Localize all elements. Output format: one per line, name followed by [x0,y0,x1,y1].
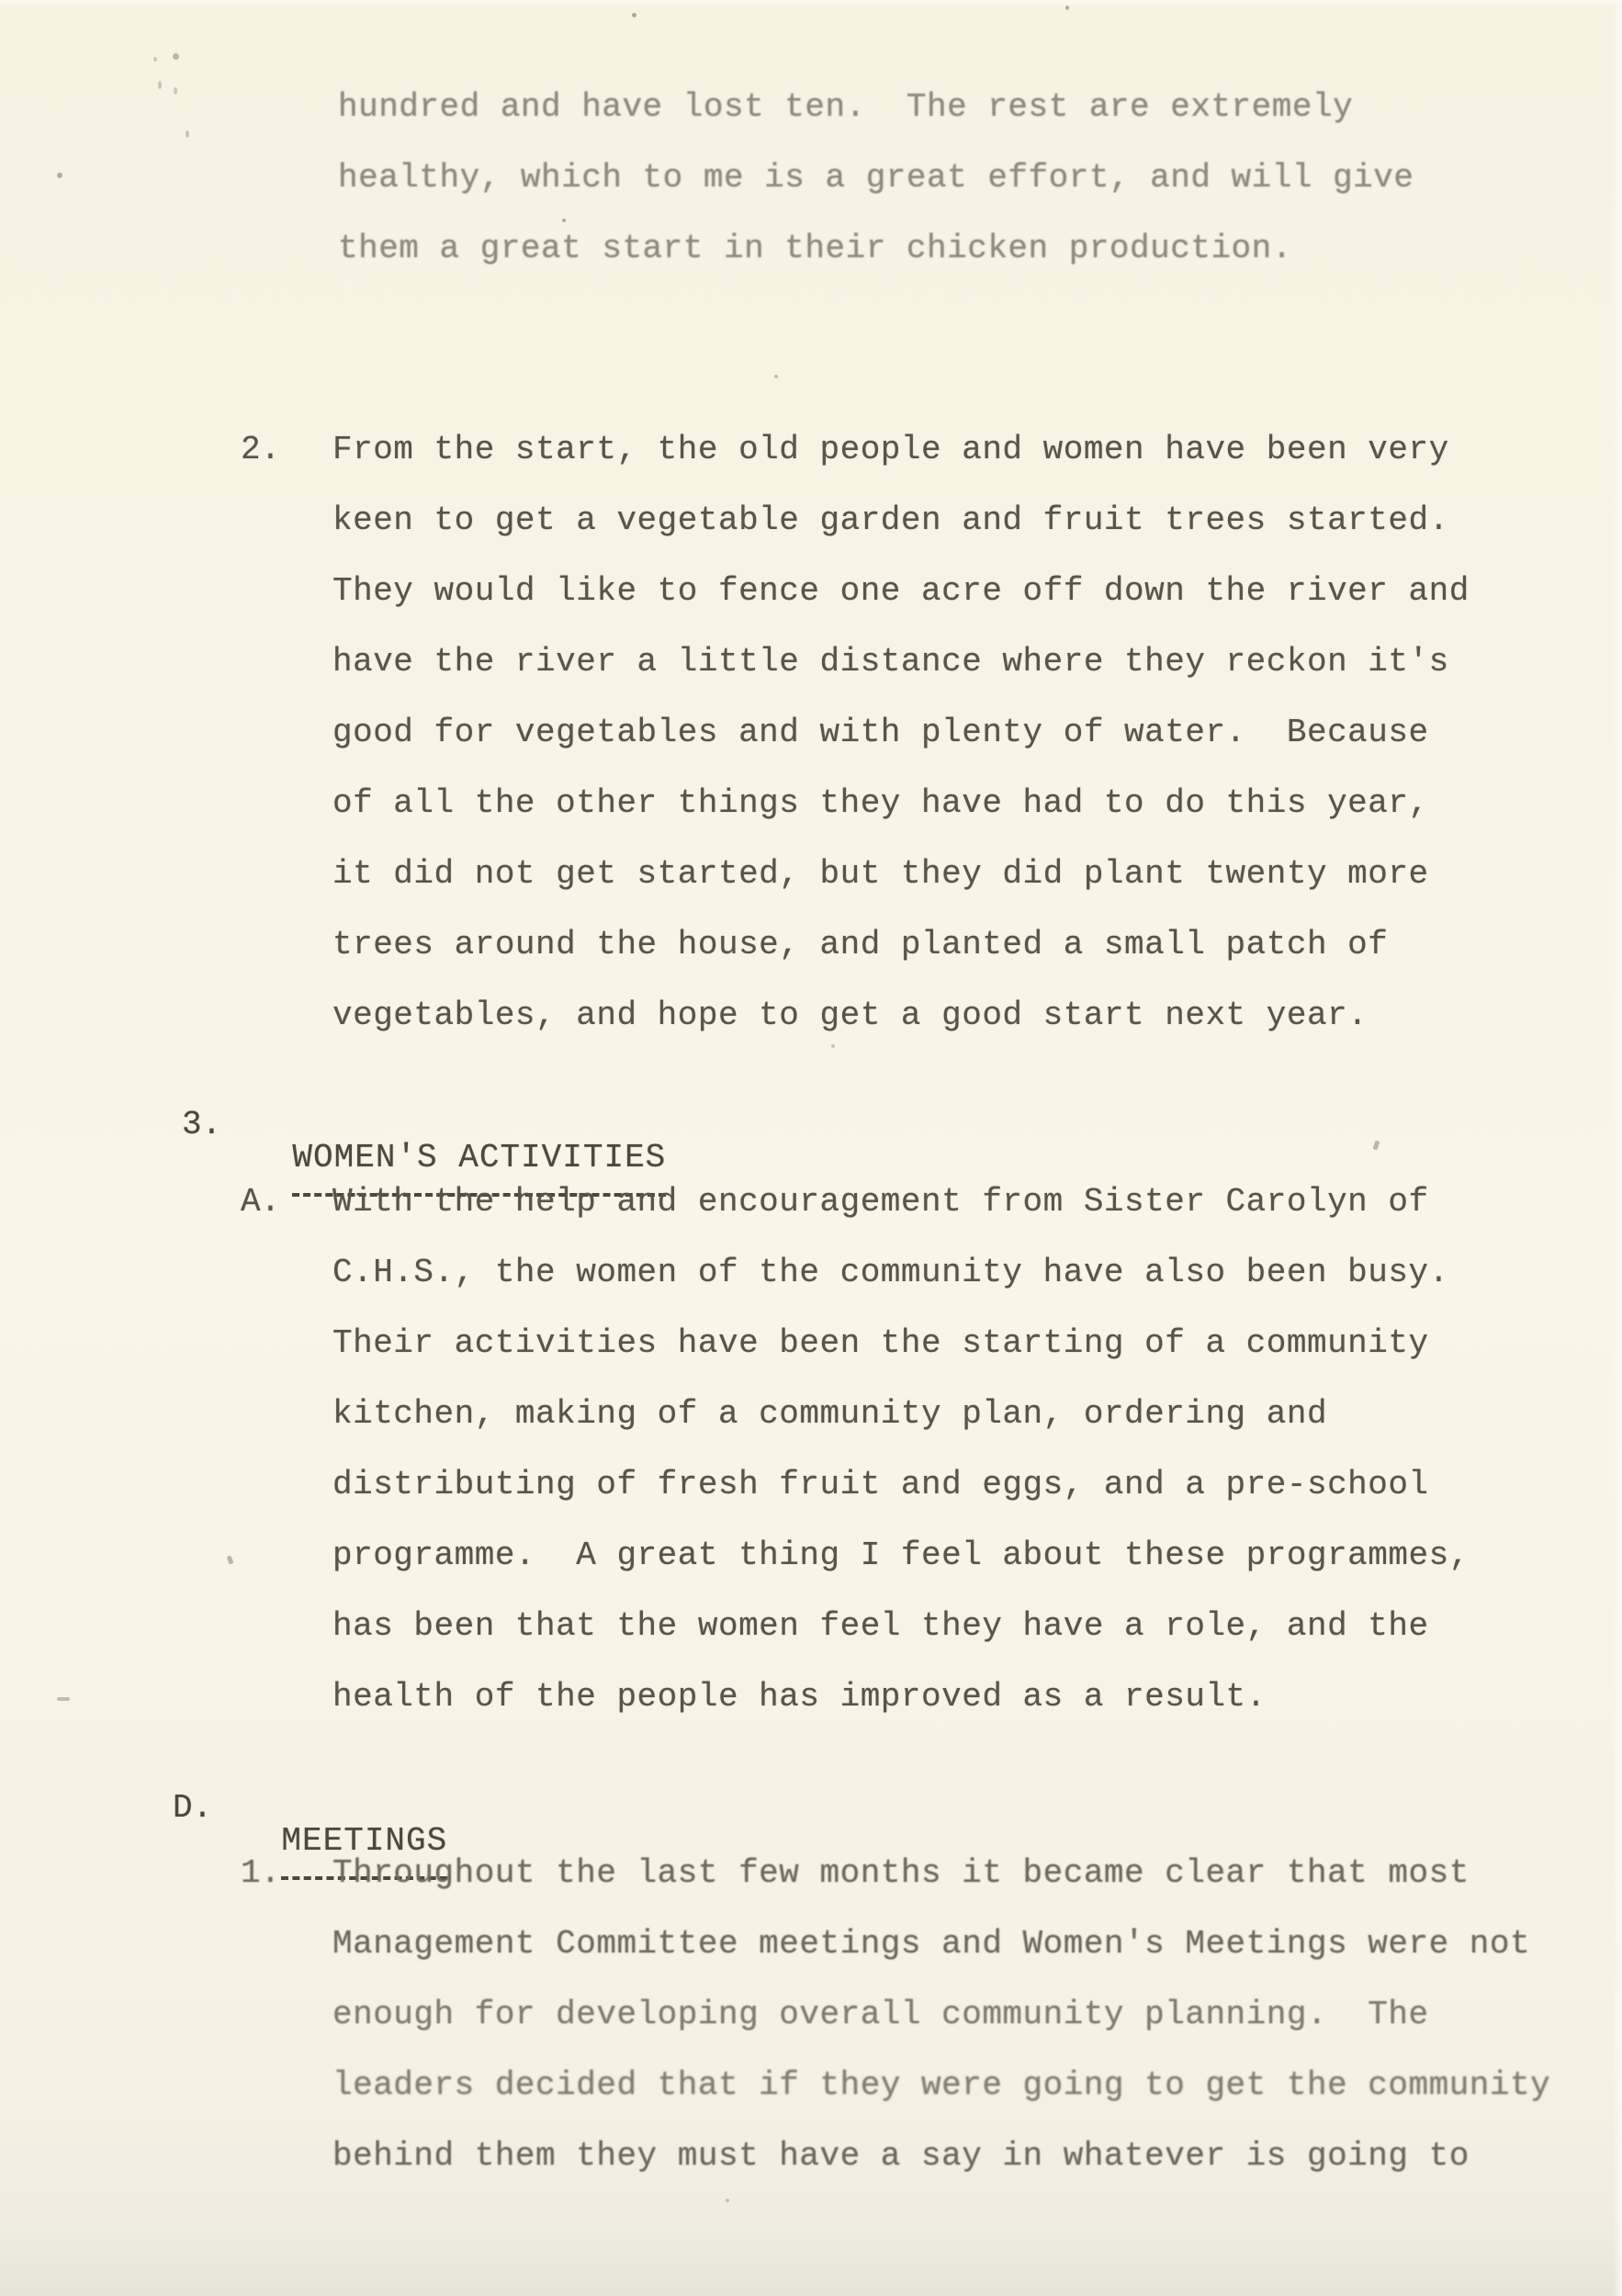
list-item-a-womens-activities [241,1166,1470,1732]
paragraph-line: leaders decided that if they were going to get the community [332,2066,1551,2104]
paragraph-line: trees around the house, and planted a small patch of [332,926,1389,963]
scan-speck [186,130,189,138]
list-item-2-vegetable-garden [241,414,1470,1051]
paragraph-line: They would like to fence one acre off down the river and [332,572,1470,610]
scan-speck [774,375,778,378]
scan-speck [174,87,177,95]
paragraph-line: have the river a little distance where they reckon it's [332,643,1449,681]
list-item-number: 1. [241,1854,281,1892]
paragraph-line: behind them they must have a say in whatever is going to [332,2137,1470,2175]
paragraph-line: vegetables, and hope to get a good start next year. [332,996,1369,1034]
paragraph-line: health of the people has improved as a result. [332,1678,1267,1716]
section-number: 3. [182,1106,222,1143]
scan-speck [153,57,157,62]
section-letter: D. [173,1789,213,1827]
list-item-number: 2. [241,431,281,468]
scan-speck [1065,6,1069,10]
scan-speck [57,1697,70,1701]
paragraph-chicken-production [338,72,1414,284]
scan-speck [1373,1140,1380,1150]
scan-speck [227,1555,234,1564]
list-item-1-meetings [241,1838,1550,2191]
scan-speck [173,53,179,60]
scan-speck [632,13,636,17]
scan-speck [726,2199,729,2202]
paragraph-line: C.H.S., the women of the community have also been busy. [332,1254,1449,1291]
paragraph-line: kitchen, making of a community plan, ordering and [332,1395,1328,1433]
section-title: WOMEN'S ACTIVITIES [292,1122,666,1197]
section-title: MEETINGS [281,1806,447,1880]
paragraph-line: Their activities have been the starting of a community [332,1324,1429,1362]
paragraph-line: Throughout the last few months it became clear that most [332,1854,1470,1892]
paragraph-line: good for vegetables and with plenty of water. Because [332,714,1429,751]
list-item-letter: A. [241,1183,281,1221]
scan-speck [57,173,62,178]
paragraph-line: From the start, the old people and women have been very [332,431,1449,468]
paragraph-line: hundred and have lost ten. The rest are extremely [338,88,1354,126]
paragraph-line: them a great start in their chicken production. [338,230,1292,267]
paragraph-line: With the help and encouragement from Sister Carolyn of [332,1183,1429,1221]
paragraph-line: it did not get started, but they did plant twenty more [332,855,1429,893]
paragraph-line: enough for developing overall community planning. The [332,1996,1429,2033]
paragraph-line: distributing of fresh fruit and eggs, and a pre-school [332,1466,1429,1503]
scan-speck [158,81,162,89]
paragraph-line: has been that the women feel they have a role, and the [332,1607,1429,1645]
paragraph-line: Management Committee meetings and Women's Meetings were not [332,1925,1531,1963]
paragraph-line: keen to get a vegetable garden and fruit trees started. [332,501,1449,539]
paragraph-line: of all the other things they have had to do this year, [332,784,1429,822]
paragraph-line: healthy, which to me is a great effort, and will give [338,159,1414,197]
paragraph-line: programme. A great thing I feel about these programmes, [332,1536,1470,1574]
